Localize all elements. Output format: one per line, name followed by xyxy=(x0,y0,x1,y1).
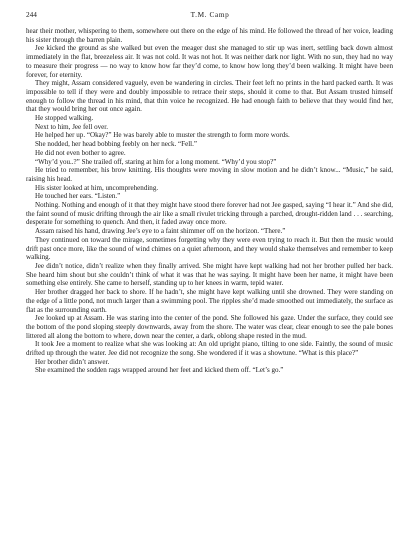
paragraph: Jee looked up at Assam. He was staring into the center of the pond. She followed his gaze. Under the surface, they could see the bottom of the pond sloping steeply downwards, away from the shore. The water was clear, clear enough to see the pale bones littered all along the bottom to where, down near the center, a dark, oblong shape rested in the mud. xyxy=(26,314,393,340)
running-head: T.M. Camp xyxy=(190,10,230,19)
paragraph: He helped her up. “Okay?” He was barely able to muster the strength to form more words. xyxy=(35,131,290,140)
paragraph: She examined the sodden rags wrapped around her feet and kicked them off. “Let’s go.” xyxy=(35,366,284,375)
paragraph: They might, Assam considered vaguely, even be wandering in circles. Their feet left no prints in the hard packed earth. It was impossible to tell if they were and doubly impossible to retrace their steps, should it come to that. But Assam trusted himself enough to follow the thread in his mind, that thin voice he recognized. He had enough faith to believe that they would find her, that they would bring her out once again. xyxy=(26,79,393,114)
paragraph: He stopped walking. xyxy=(35,114,94,123)
paragraph: They continued on toward the mirage, sometimes forgetting why they were even trying to reach it. But then the music would drift past once more, like the sound of wind chimes on a quiet afternoon, and they would shake themselves and remember to keep walking. xyxy=(26,235,393,262)
paragraph: He did not even bother to agree. xyxy=(35,148,126,157)
paragraph: She nodded, her head bobbing feebly on her neck. “Fell.” xyxy=(35,140,198,149)
paragraph: Her brother dragged her back to shore. If he hadn’t, she might have kept walking until she drowned. They were standing on the edge of a little pond, not much larger than a swimming pool. The ripples she’d made smoothed out immediately, the surface as flat as the surrounding earth. xyxy=(26,288,393,314)
paragraph: He tried to remember, his brow knitting. His thoughts were moving in slow motion and he didn’t know... “Music,” he said, raising his head. xyxy=(26,166,393,183)
paragraph: Jee kicked the ground as she walked but even the meager dust she managed to stir up was inert, settling back down almost immediately in the flat, breezeless air. It was not cold. It was not hot. It was neither dark nor light. With no sun, they had no way to measure their progress — no way to know how far they’d come, to know how long they’d been walking. It might have been forever, for eternity. xyxy=(26,44,393,79)
paragraph: He touched her ears. “Listen.” xyxy=(35,192,121,201)
paragraph: Nothing. Nothing and enough of it that they might have stood there forever had not Jee gasped, saying “I hear it.” And she did, the faint sound of music drifting through the air like a small rivulet tricking through a parched, drought-ridden land . . . searching, desperate for something to quench. And then, it faded away once more. xyxy=(26,201,393,227)
paragraph: Jee didn’t notice, didn’t realize when they finally arrived. She might have kept walking had not her brother pulled her back. She heard him shout but she couldn’t think of what it was that he was saying. It might have been her name, it might have been something else entirely. She came to herself, standing up to her knees in warm, tepid water. xyxy=(26,261,393,288)
paragraph: hear their mother, whispering to them, somewhere out there on the edge of his mind. He followed the thread of her voice, leading his sister through the barren plain. xyxy=(26,27,393,44)
paragraph: His sister looked at him, uncomprehending. xyxy=(35,183,159,192)
body-text xyxy=(26,27,393,375)
paragraph: “Why’d you..?” She trailed off, staring at him for a long moment. “Why’d you stop?” xyxy=(35,157,277,166)
page-number: 244 xyxy=(26,10,37,19)
paragraph: Next to him, Jee fell over. xyxy=(35,122,108,131)
paragraph: Assam raised his hand, drawing Jee’s eye to a faint shimmer off on the horizon. “There.” xyxy=(35,227,286,236)
paragraph: It took Jee a moment to realize what she was looking at: An old upright piano, tilting to one side. Faintly, the sound of music drifted up through the water. Jee did not recognize the song. She wondered if it was a showtune. “What is this place?” xyxy=(26,340,393,358)
page-header xyxy=(26,9,394,21)
paragraph: Her brother didn’t answer. xyxy=(35,357,110,366)
